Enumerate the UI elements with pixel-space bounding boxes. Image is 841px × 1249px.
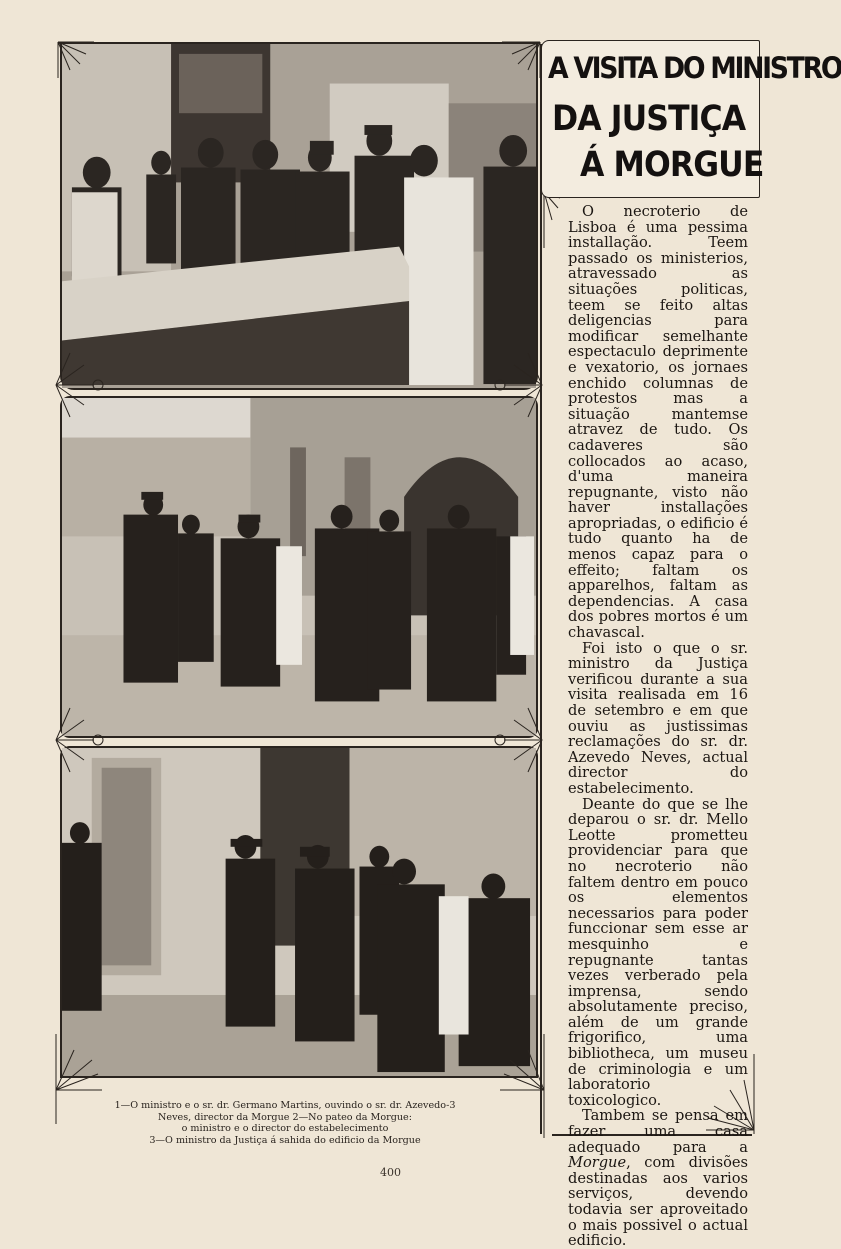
caption-line: 1—O ministro e o sr. dr. Germano Martins, ouvindo o sr. dr. Azevedo-3 bbox=[114, 1100, 456, 1111]
article-body bbox=[568, 204, 748, 1249]
page-number: 400 bbox=[380, 1166, 401, 1179]
article-title-box bbox=[541, 40, 841, 198]
article-paragraph: Foi isto o que o sr. ministro da Justiça verificou durante a sua visita realisada em 16 de setembro e em que ouviu as justissimas reclamações do sr. dr. Azevedo Neves, actual director do estabelecimento. bbox=[568, 639, 748, 797]
corner-ornament-icon bbox=[500, 40, 542, 80]
fan-ornament-icon bbox=[494, 700, 544, 780]
photo-minister-leaving-morgue bbox=[60, 746, 538, 1078]
fan-ornament-icon bbox=[54, 700, 104, 780]
photo-morgue-courtyard bbox=[60, 396, 538, 738]
photo-caption bbox=[80, 1100, 490, 1146]
column-rule bbox=[540, 44, 542, 1134]
paragraph-text: Tambem se pensa em fazer uma casa adequado para a bbox=[568, 1107, 748, 1156]
title-line-1: A VISITA DO MINISTRO bbox=[548, 51, 841, 85]
caption-line: 3—O ministro da Justiça á sahida do edificio da Morgue bbox=[149, 1134, 421, 1146]
caption-line: o ministro e o director do estabelecimento bbox=[181, 1123, 389, 1135]
fan-ornament-icon bbox=[494, 345, 544, 425]
article-paragraph: Deante do que se lhe deparou o sr. dr. Mello Leotte prometteu providenciar para que no necroterio não faltem dentro em pouco os elementos necessarios para poder funccionar sem esse ar mesquinho e repugnante tantas vezes verberado pela imprensa, sendo absolutamente preciso, além de um grande frigorifico, uma bibliotheca, um museu de criminologia e um laboratorio toxicologico. bbox=[568, 795, 748, 1109]
article-paragraph bbox=[568, 1108, 748, 1248]
corner-ornament-icon bbox=[56, 40, 96, 80]
fan-ornament-icon bbox=[54, 345, 104, 425]
photo-visit-morgue-room bbox=[60, 42, 538, 390]
emphasis-morgue: Morgue bbox=[568, 1154, 627, 1172]
article-paragraph: O necroterio de Lisboa é uma pessima installação. Teem passado os ministerios, atravessado as situações politicas, teem se feito altas deligencias para modificar semelhante espectaculo deprimente e vexatorio, os jornaes enchido columnas de protestos mas a situação mantemse atravez de tudo. Os cadaveres são collocados ao acaso, d'uma maneira repugnante, visto não haver installações apropriadas, o edificio é tudo quanto ha de menos capaz para o effeito; faltam os apparelhos, faltam as dependencias. A casa dos pobres mortos é um chavascal. bbox=[568, 203, 748, 642]
caption-line: Neves, director da Morgue 2—No pateo da Morgue: bbox=[158, 1111, 412, 1123]
title-line-2: DA JUSTIÇA bbox=[552, 99, 746, 139]
title-line-3: Á MORGUE bbox=[580, 145, 764, 185]
paragraph-text: , com divisões destinadas aos varios serviços, devendo todavia ser aproveitado o mais possivel o actual edificio. bbox=[568, 1154, 748, 1249]
fan-ornament-icon bbox=[540, 190, 564, 250]
